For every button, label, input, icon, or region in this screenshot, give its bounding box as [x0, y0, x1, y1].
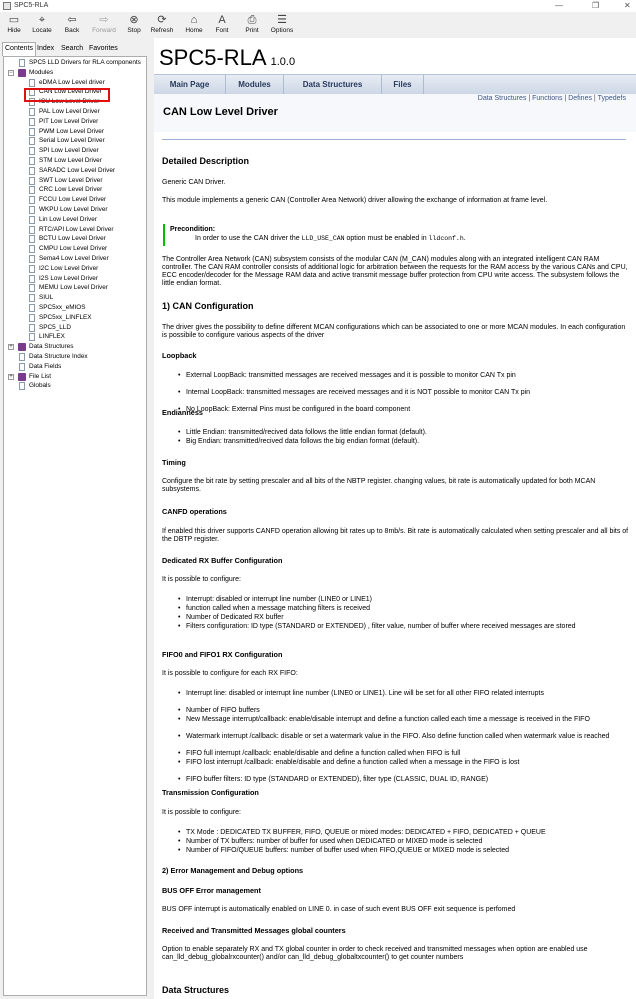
- collapse-icon[interactable]: −: [9, 69, 13, 76]
- contents-tree[interactable]: [3, 56, 147, 996]
- page-icon: [29, 108, 35, 116]
- list-item: • function called when a message matching filters is received: [186, 605, 626, 613]
- content-pane[interactable]: [154, 38, 636, 999]
- tree-item-label: SWT Low Level Driver: [39, 176, 103, 184]
- precondition-text: [195, 235, 625, 242]
- tree-item[interactable]: [4, 342, 146, 352]
- can-configuration-heading: 1) CAN Configuration: [162, 301, 254, 311]
- page-icon: [29, 147, 35, 155]
- tree-item-label: PWM Low Level Driver: [39, 127, 104, 135]
- precondition-pre: In order to use the CAN driver the: [195, 235, 300, 242]
- tree-item-label: SPC5xx_eMIOS: [39, 304, 86, 311]
- selection-highlight: [24, 88, 110, 102]
- nav-main-page[interactable]: Main Page: [154, 75, 226, 95]
- precondition-end: .: [463, 235, 466, 242]
- toolbar-button-label: Font: [215, 27, 229, 34]
- close-icon[interactable]: ✕: [624, 1, 631, 10]
- toolbar-button-label: Options: [270, 27, 294, 34]
- tree-item-label: CMPU Low Level Driver: [39, 245, 108, 253]
- home-button[interactable]: [180, 13, 208, 34]
- list-item: • Number of TX buffers: number of buffer for used when DEDICATED or MIXED mode is selected: [186, 838, 626, 846]
- endianness-heading: Endianness: [162, 408, 203, 417]
- page-icon: [29, 186, 35, 194]
- page-icon: [29, 255, 35, 263]
- tree-item-label: SPC5_LLD: [39, 323, 71, 331]
- tree-item[interactable]: [4, 166, 146, 176]
- tree-item[interactable]: [4, 156, 146, 166]
- page-icon: [29, 265, 35, 273]
- link-defines[interactable]: Defines: [568, 95, 592, 102]
- page-icon: [29, 206, 35, 214]
- fifo-text: It is possible to configure for each RX FIFO:: [162, 670, 298, 677]
- tree-item-label: Globals: [29, 382, 51, 390]
- page-icon: [29, 226, 35, 234]
- tree-item-label: PIT Low Level Driver: [39, 117, 99, 125]
- tree-item-label: FCCU Low Level Driver: [39, 196, 107, 204]
- tree-item-label: eDMA Low Level driver: [39, 78, 105, 86]
- nav-modules[interactable]: Modules: [226, 75, 284, 95]
- tab-contents-label: Contents: [5, 45, 34, 52]
- page-title: CAN Low Level Driver: [163, 106, 278, 118]
- link-functions[interactable]: Functions: [532, 95, 563, 102]
- page-icon: [29, 128, 35, 136]
- toolbar-button-label: Locate: [32, 27, 52, 34]
- stop-icon: ⊗: [129, 14, 139, 26]
- tree-item[interactable]: [4, 313, 146, 323]
- toolbar-button-label: Stop: [127, 27, 141, 34]
- list-item: • Watermark interrupt /callback: disable or set a watermark value in the FIFO. Also define function called when watermark value is reached: [186, 733, 626, 741]
- title-bar: [0, 0, 636, 12]
- book-icon: [18, 343, 26, 351]
- tab-contents[interactable]: [2, 42, 36, 56]
- title-divider: [162, 139, 626, 140]
- back-button[interactable]: [58, 13, 86, 34]
- timing-text: Configure the bit rate by setting prescaler and all bits of the NBTP register. changing values, bit rate is automatically updated for both MCAN subsystems.: [162, 478, 596, 493]
- tree-item-label: Data Structures: [29, 343, 74, 351]
- tree-item-label: STM Low Level Driver: [39, 157, 102, 164]
- tree-item[interactable]: [4, 107, 146, 117]
- can-configuration-text: The driver gives the possibility to define different MCAN configurations which can be associated to one or more MCAN modules. In each configuration is possibile to configure various aspects of the driver: [162, 324, 626, 339]
- toolbar: [0, 12, 636, 38]
- list-item: • Interrupt line: disabled or interrupt line number (LINE0 or LINE1). Line will be set for all other FIFO related interrupts: [186, 690, 626, 698]
- nav-data-structures[interactable]: Data Structures: [284, 75, 382, 95]
- app-icon: [3, 2, 11, 10]
- page-icon: [19, 382, 25, 390]
- project-name: SPC5-RLA: [159, 45, 267, 70]
- tree-item[interactable]: [4, 293, 146, 303]
- loopback-heading: Loopback: [162, 351, 197, 360]
- tree-item-label: PAL Low Level Driver: [39, 108, 100, 115]
- tree-item[interactable]: [4, 176, 146, 186]
- tree-item[interactable]: [4, 332, 146, 342]
- print-button[interactable]: [238, 13, 266, 34]
- toolbar-button-label: Back: [64, 27, 80, 34]
- forward-icon: ⇨: [99, 14, 109, 26]
- link-separator: |: [564, 95, 567, 102]
- tree-item[interactable]: [4, 274, 146, 284]
- tree-item[interactable]: [4, 234, 146, 244]
- font-icon: A: [218, 14, 226, 26]
- tree-item[interactable]: [4, 352, 146, 362]
- page-icon: [29, 284, 35, 292]
- tree-item-label: File List: [29, 372, 52, 380]
- tree-item-label: CRC Low Level Driver: [39, 186, 103, 194]
- transmission-heading: Transmission Configuration: [162, 788, 259, 797]
- transmission-text: It is possible to configure:: [162, 809, 241, 816]
- forward-button[interactable]: [90, 13, 118, 34]
- list-item: • Number of FIFO/QUEUE buffers: number of buffer used when FIFO,QUEUE or MIXED mode is selected: [186, 847, 626, 855]
- tree-item-label: SPC5 LLD Drivers for RLA components: [29, 59, 141, 66]
- page-icon: [29, 157, 35, 165]
- dedicated-rx-heading: Dedicated RX Buffer Configuration: [162, 556, 283, 565]
- tree-item[interactable]: [4, 146, 146, 156]
- book-icon: [18, 69, 26, 77]
- page-icon: [29, 79, 35, 87]
- refresh-button[interactable]: [148, 13, 176, 34]
- minimize-icon[interactable]: —: [555, 1, 563, 10]
- tree-item-label: I2S Low Level Driver: [39, 274, 98, 282]
- tree-item-label: Data Structure Index: [29, 353, 88, 360]
- precondition-code: LLD_USE_CAN: [301, 235, 345, 242]
- tree-item[interactable]: [4, 127, 146, 137]
- tab-favorites-label: Favorites: [89, 45, 118, 52]
- list-item: • Number of Dedicated RX buffer: [186, 614, 626, 622]
- tree-item[interactable]: [4, 68, 146, 78]
- tab-search[interactable]: [59, 43, 85, 56]
- book-icon: [18, 373, 26, 381]
- timing-heading: Timing: [162, 458, 186, 467]
- list-item: • TX Mode : DEDICATED TX BUFFER, FIFO, QUEUE or mixed modes: DEDICATED + FIFO, DEDICATED + QUEUE: [186, 829, 626, 837]
- locate-icon: ⌖: [38, 14, 46, 26]
- tree-item-label: CAN Low Level Driver: [39, 88, 102, 96]
- page-icon: [29, 304, 35, 312]
- link-typedefs[interactable]: Typedefs: [597, 95, 626, 102]
- list-item: • Internal LoopBack: transmitted messages are received messages and it is NOT possible to monitor CAN Tx pin: [186, 389, 626, 397]
- tree-item-label: WKPU Low Level Driver: [39, 206, 108, 213]
- link-separator: |: [528, 95, 531, 102]
- page-icon: [29, 177, 35, 185]
- tree-item[interactable]: [4, 244, 146, 254]
- page-icon: [29, 196, 35, 204]
- busoff-text: BUS OFF interrupt is automatically enabled on LINE 0. in case of such event BUS OFF exit sequence is perfomed: [162, 906, 516, 913]
- tree-item[interactable]: [4, 195, 146, 205]
- precondition-file: lldconf.h: [428, 235, 464, 242]
- page-icon: [29, 137, 35, 145]
- hide-button[interactable]: [0, 13, 28, 34]
- tree-item-label: SARADC Low Level Driver: [39, 166, 116, 174]
- toolbar-button-label: Hide: [7, 27, 21, 34]
- options-icon: ☰: [277, 14, 287, 26]
- tree-item[interactable]: [4, 205, 146, 215]
- page-icon: [29, 333, 35, 341]
- tab-index[interactable]: [35, 43, 56, 56]
- counters-text: Option to enable separately RX and TX global counter in order to check received and transmitted messages when option are enabled use can_lld_debug_globalrxcounter() and/or can_lld_debug_globaltxcounter() to get counter numbers: [162, 946, 588, 961]
- precondition-mid: option must be enabled in: [346, 235, 427, 242]
- dedicated-rx-text: It is possible to configure:: [162, 576, 241, 583]
- stop-button[interactable]: [120, 13, 148, 34]
- locate-button[interactable]: [28, 13, 56, 34]
- list-item: • External LoopBack: transmitted messages are received messages and it is possible to monitor CAN Tx pin: [186, 372, 626, 380]
- restore-icon[interactable]: ❐: [592, 1, 600, 10]
- tree-item-label: ICU Low Level Driver: [39, 98, 100, 106]
- tab-search-label: Search: [61, 45, 84, 52]
- canfd-text: If enabled this driver supports CANFD operation allowing bit rates up to 8mb/s. Bit rate is automatically calculated when setting prescaler and all bits of the DBTP register.: [162, 528, 629, 543]
- page-icon: [29, 235, 35, 243]
- list-item: • Big Endian: transmitted/recived data follows the big endian format (default).: [186, 438, 626, 446]
- tree-item[interactable]: [4, 303, 146, 313]
- tree-item[interactable]: [4, 58, 146, 68]
- link-data-structures[interactable]: Data Structures: [477, 95, 527, 102]
- tree-item[interactable]: [4, 136, 146, 146]
- project-title: [159, 45, 295, 71]
- list-item: • No LoopBack: External Pins must be configured in the board component: [186, 406, 626, 414]
- sub-links: [478, 95, 626, 102]
- tree-item[interactable]: [4, 362, 146, 372]
- tree-item[interactable]: [4, 381, 146, 391]
- print-icon: ⎙: [247, 14, 257, 26]
- window-title: SPC5-RLA: [14, 2, 49, 9]
- navbar: [154, 74, 636, 94]
- precondition-title: Precondition:: [170, 226, 216, 233]
- page-icon: [29, 294, 35, 302]
- tree-item-label: LINFLEX: [39, 333, 65, 341]
- tree-item[interactable]: [4, 254, 146, 264]
- options-button[interactable]: [268, 13, 296, 34]
- expand-icon[interactable]: +: [9, 344, 13, 351]
- tree-item-label: Serial Low Level Driver: [39, 137, 105, 145]
- tree-item-label: BCTU Low Level Driver: [39, 235, 106, 243]
- fifo-heading: FIFO0 and FIFO1 RX Configuration: [162, 650, 283, 659]
- tree-item-label: MEMU Low Level Driver: [39, 284, 108, 292]
- page-icon: [29, 167, 35, 175]
- intro-module-text: This module implements a generic CAN (Controller Area Network) driver allowing the exchange of information at frame level.: [162, 197, 548, 204]
- page-icon: [19, 363, 25, 371]
- data-structures-heading: Data Structures: [162, 985, 230, 995]
- home-icon: ⌂: [190, 14, 198, 26]
- tree-item-label: Modules: [29, 68, 54, 76]
- tree-item[interactable]: [4, 225, 146, 235]
- tree-item[interactable]: [4, 372, 146, 382]
- error-management-heading: 2) Error Management and Debug options: [162, 866, 304, 875]
- tab-index-label: Index: [37, 45, 55, 52]
- list-item: • New Message interrupt/callback: enable/disable interrupt and define a function called each time a message is received in the FIFO: [186, 716, 626, 724]
- intro-text: Generic CAN Driver.: [162, 179, 226, 186]
- tree-item[interactable]: [4, 117, 146, 127]
- page-icon: [19, 353, 25, 361]
- page-icon: [29, 118, 35, 126]
- nav-files[interactable]: Files: [382, 75, 424, 95]
- toolbar-button-label: Print: [245, 27, 259, 34]
- detailed-description-heading: Detailed Description: [162, 156, 250, 166]
- project-version: 1.0.0: [270, 56, 296, 68]
- hide-icon: ▭: [8, 14, 20, 26]
- list-item: • Interrupt: disabled or interrupt line number (LINE0 or LINE1): [186, 596, 626, 604]
- tree-item[interactable]: [4, 323, 146, 333]
- mcan-description: The Controller Area Network (CAN) subsystem consists of the modular CAN (M_CAN) modules along with an integrated intelligent CAN RAM controller. The CAN RAM controller consists of additional logic for arbitration between the requests for the RAM access by the various CANs and CPU, ECC encoder/decoder for the Message RAM data and active transmit message buffer protection from CPU write access. The subsystem follows the little endian format.: [162, 256, 628, 287]
- list-item: • Number of FIFO buffers: [186, 707, 626, 715]
- page-icon: [29, 216, 35, 224]
- tab-favorites[interactable]: [87, 43, 120, 56]
- tree-item-label: SIUL: [39, 294, 54, 302]
- page-icon: [29, 324, 35, 332]
- tree-item[interactable]: [4, 283, 146, 293]
- tree-item-label: I2C Low Level Driver: [39, 264, 99, 272]
- back-icon: ⇦: [67, 14, 77, 26]
- tree-item-label: RTC/API Low Level Driver: [39, 225, 114, 233]
- tree-item-label: Data Fields: [29, 362, 62, 370]
- tree-item-label: Sema4 Low Level Driver: [39, 255, 109, 262]
- canfd-heading: CANFD operations: [162, 507, 227, 516]
- precondition-box: [163, 224, 628, 246]
- list-item: • FIFO lost interrupt /callback: enable/disable and define a function called when a message in the FIFO is lost: [186, 759, 626, 767]
- refresh-icon: ⟳: [157, 14, 167, 26]
- toolbar-button-label: Home: [185, 27, 203, 34]
- page-icon: [29, 314, 35, 322]
- tree-item-label: SPC5xx_LINFLEX: [39, 313, 92, 321]
- list-item: • FIFO buffer filters: ID type (STANDARD or EXTENDED), filter type (CLASSIC, DUAL ID, RANGE): [186, 776, 626, 784]
- toolbar-button-label: Forward: [92, 27, 116, 34]
- tree-item[interactable]: [4, 264, 146, 274]
- page-icon: [19, 59, 25, 67]
- list-item: • FIFO full interrupt /callback: enable/disable and define a function called when FIFO is full: [186, 750, 626, 758]
- page-icon: [29, 245, 35, 253]
- toolbar-button-label: Refresh: [150, 27, 174, 34]
- expand-icon[interactable]: +: [9, 373, 13, 380]
- tree-item-label: Lin Low Level Driver: [39, 215, 97, 223]
- tree-item[interactable]: [4, 78, 146, 88]
- navigation-tabs: [0, 42, 150, 56]
- list-item: • Filters configuration: ID type (STANDARD or EXTENDED) , filter value, number of buffer where received messages are stored: [186, 623, 626, 631]
- link-separator: |: [593, 95, 596, 102]
- busoff-heading: BUS OFF Error management: [162, 886, 261, 895]
- tree-item[interactable]: [4, 215, 146, 225]
- tree-item-label: SPI Low Level Driver: [39, 147, 99, 155]
- list-item: • Little Endian: transmitted/recived data follows the little endian format (default).: [186, 429, 626, 437]
- tree-item[interactable]: [4, 185, 146, 195]
- counters-heading: Received and Transmitted Messages global counters: [162, 926, 346, 935]
- font-button[interactable]: [208, 13, 236, 34]
- page-icon: [29, 275, 35, 283]
